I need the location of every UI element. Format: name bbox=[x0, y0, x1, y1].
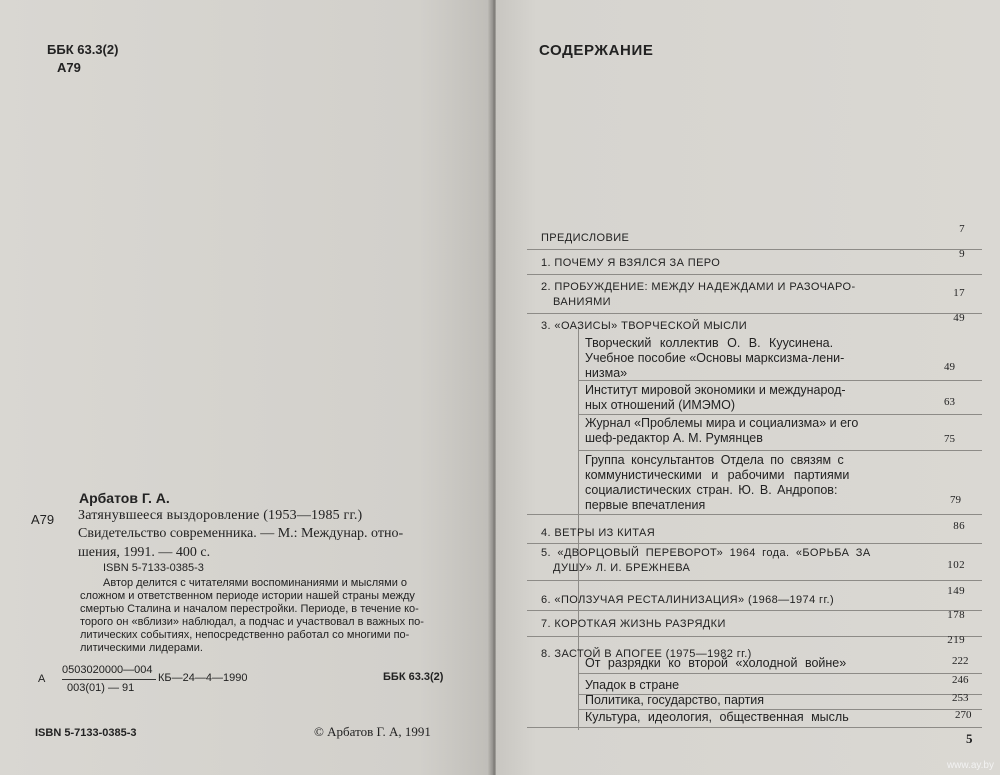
author-code-top: А79 bbox=[57, 60, 81, 75]
toc-sub-page: 222 bbox=[952, 655, 969, 667]
toc-separator bbox=[578, 450, 982, 451]
toc-sub-line: Группа консультантов Отдела по связям с bbox=[585, 453, 844, 467]
toc-page: 86 bbox=[953, 520, 965, 532]
toc-sub-journal bbox=[585, 416, 945, 446]
toc-sub-page: 253 bbox=[952, 692, 969, 704]
toc-sub-imemo bbox=[585, 383, 945, 413]
toc-sub-line: Упадок в стране bbox=[585, 678, 680, 692]
toc-separator bbox=[578, 673, 982, 674]
toc-title: 1. ПОЧЕМУ Я ВЗЯЛСЯ ЗА ПЕРО bbox=[541, 257, 721, 269]
toc-page: 17 bbox=[953, 287, 965, 299]
toc-sub-page: 49 bbox=[944, 361, 955, 373]
toc-separator bbox=[527, 543, 982, 544]
toc-heading: СОДЕРЖАНИЕ bbox=[539, 42, 654, 59]
toc-title-line: ДУШУ» Л. И. БРЕЖНЕВА bbox=[553, 562, 691, 574]
toc-title: 6. «ПОЛЗУЧАЯ РЕСТАЛИНИЗАЦИЯ» (1968—1974 гг.) bbox=[541, 594, 835, 606]
toc-title: 3. «ОАЗИСЫ» ТВОРЧЕСКОЙ МЫСЛИ bbox=[541, 320, 748, 332]
toc-sub-page: 75 bbox=[944, 433, 955, 445]
toc-page: 178 bbox=[947, 609, 965, 621]
toc-sub-page: 270 bbox=[955, 709, 972, 721]
toc-sub-line: От разрядки ко второй «холодной войне» bbox=[585, 656, 847, 670]
toc-sub-line: ных отношений (ИМЭМО) bbox=[585, 398, 736, 412]
annotation-line: Автор делится с читателями воспоминаниями и мыслями о bbox=[103, 577, 408, 589]
annotation-line: литическими лидерами. bbox=[80, 642, 203, 654]
bbk-code-bottom: ББК 63.3(2) bbox=[383, 671, 444, 683]
toc-sub-line: первые впечатления bbox=[585, 498, 706, 512]
toc-sub-line: Учебное пособие «Основы марксизма-лени- bbox=[585, 351, 845, 365]
toc-separator bbox=[578, 414, 982, 415]
toc-separator bbox=[527, 313, 982, 314]
toc-sub-line: коммунистическими и рабочими партиями bbox=[585, 468, 850, 482]
annotation-line: сложном и ответственном периоде истории нашей страны между bbox=[80, 590, 415, 602]
toc-title: 7. КОРОТКАЯ ЖИЗНЬ РАЗРЯДКИ bbox=[541, 618, 726, 630]
left-page bbox=[0, 0, 492, 775]
toc-title: 8. ЗАСТОЙ В АПОГЕЕ (1975—1982 гг.) bbox=[541, 648, 752, 660]
annotation-line: торого он «вблизи» наблюдал, а подчас и участвовал в важных по- bbox=[80, 616, 424, 628]
toc-sub-detente bbox=[585, 656, 945, 671]
toc-separator bbox=[578, 380, 982, 381]
toc-title-line: ВАНИЯМИ bbox=[553, 296, 611, 308]
toc-separator bbox=[527, 636, 982, 637]
description-line-3: шения, 1991. — 400 с. bbox=[78, 545, 211, 560]
toc-sub-line: низма» bbox=[585, 366, 628, 380]
toc-entry-3 bbox=[541, 312, 965, 334]
toc-entry-7 bbox=[541, 609, 965, 632]
description-line-2: Свидетельство современника. — М.: Междунар. отно- bbox=[78, 526, 404, 541]
toc-sub-line: шеф-редактор А. М. Румянцев bbox=[585, 431, 763, 445]
toc-entry-2 bbox=[541, 280, 963, 310]
formula-letter: А bbox=[38, 673, 46, 685]
toc-separator bbox=[527, 727, 982, 728]
toc-sub-line: Журнал «Проблемы мира и социализма» и его bbox=[585, 416, 859, 430]
annotation-line: смертью Сталина и началом перестройки. Периоде, в течение ко- bbox=[80, 603, 419, 615]
formula-numerator: 0503020000—004 bbox=[62, 664, 153, 676]
toc-sub-line: Творческий коллектив О. В. Куусинена. bbox=[585, 336, 834, 350]
toc-sub-page: 246 bbox=[952, 674, 969, 686]
formula-kb: КБ—24—4—1990 bbox=[158, 672, 248, 684]
toc-sub-page: 79 bbox=[950, 494, 961, 506]
toc-page: 7 bbox=[959, 223, 965, 235]
toc-separator bbox=[527, 274, 982, 275]
toc-entry-preface bbox=[541, 223, 965, 246]
toc-sub-page: 63 bbox=[944, 396, 955, 408]
toc-entry-1 bbox=[541, 248, 965, 271]
toc-sub-line: Культура, идеология, общественная мысль bbox=[585, 710, 849, 724]
formula-denominator: 003(01) — 91 bbox=[67, 682, 135, 694]
toc-entry-6 bbox=[541, 585, 965, 608]
isbn-inline: ISBN 5-7133-0385-3 bbox=[103, 562, 204, 574]
toc-title-line: 2. ПРОБУЖДЕНИЕ: МЕЖДУ НАДЕЖДАМИ И РАЗОЧАРО- bbox=[541, 281, 856, 293]
description-line-1: Затянувшееся выздоровление (1953—1985 гг.) bbox=[78, 508, 363, 523]
toc-sub-kuusinen bbox=[585, 336, 945, 381]
toc-sub-culture bbox=[585, 710, 925, 725]
toc-title: 4. ВЕТРЫ ИЗ КИТАЯ bbox=[541, 527, 656, 539]
toc-sub-line: Политика, государство, партия bbox=[585, 693, 765, 707]
toc-sub-consultants bbox=[585, 453, 945, 513]
toc-separator bbox=[527, 580, 982, 581]
toc-page: 102 bbox=[947, 559, 965, 571]
formula-bar bbox=[62, 679, 156, 680]
bbk-code-top: ББК 63.3(2) bbox=[47, 42, 119, 57]
author-name: Арбатов Г. А. bbox=[79, 490, 170, 506]
toc-sub-line: Институт мировой экономики и международ- bbox=[585, 383, 846, 397]
author-code-side: А79 bbox=[31, 512, 55, 527]
toc-page: 49 bbox=[953, 312, 965, 324]
toc-sub-politics bbox=[585, 693, 945, 708]
toc-separator bbox=[527, 514, 982, 515]
copyright: © Арбатов Г. А, 1991 bbox=[314, 724, 431, 739]
page-number: 5 bbox=[966, 731, 973, 746]
toc-separator bbox=[527, 610, 982, 611]
toc-title: ПРЕДИСЛОВИЕ bbox=[541, 232, 630, 244]
toc-page: 219 bbox=[947, 634, 965, 646]
watermark: www.ay.by bbox=[946, 760, 994, 771]
toc-entry-5 bbox=[541, 546, 963, 576]
annotation-line: литических событиях, непосредственно работал со многими по- bbox=[80, 629, 410, 641]
toc-title-line: 5. «ДВОРЦОВЫЙ ПЕРЕВОРОТ» 1964 года. «БОРЬБА ЗА bbox=[541, 547, 871, 559]
toc-sub-decline bbox=[585, 678, 945, 693]
toc-sub-line: социалистических стран. Ю. В. Андропов: bbox=[585, 483, 838, 497]
toc-page: 149 bbox=[947, 585, 965, 597]
annotation bbox=[80, 577, 463, 655]
toc-page: 9 bbox=[959, 248, 965, 260]
toc-entry-4 bbox=[541, 520, 965, 541]
isbn-bottom: ISBN 5-7133-0385-3 bbox=[35, 727, 137, 739]
toc-separator bbox=[527, 249, 982, 250]
